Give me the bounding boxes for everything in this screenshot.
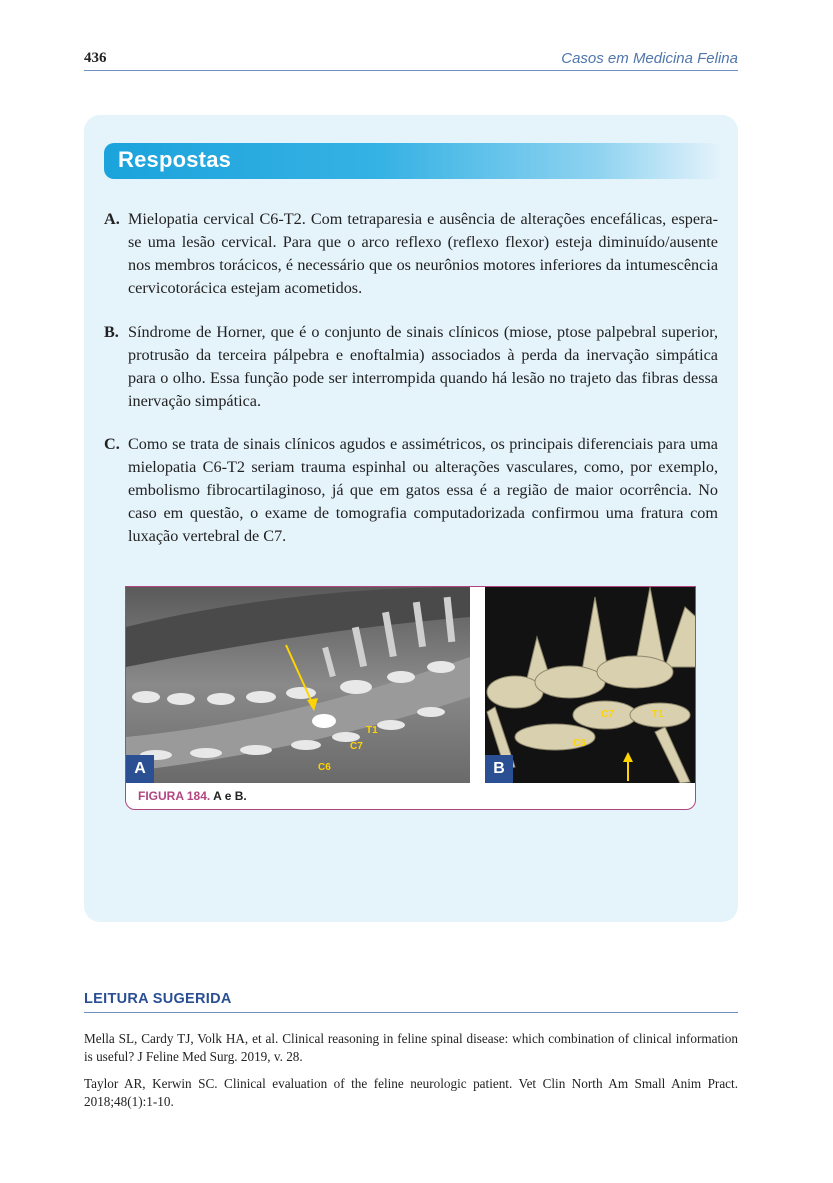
answer-text: Síndrome de Horner, que é o conjunto de sinais clínicos (miose, ptose palpebral superior, protrusão da terceira pálpebra e enoftalmia) associados à perda da inervação simpática para o olho. Essa função pode ser interrompida quando há lesão no trajeto das fibras dessa inervação simpática. bbox=[128, 323, 718, 410]
vertebra-label: C7 bbox=[350, 741, 363, 752]
panel-letter-b: B bbox=[485, 755, 513, 783]
answer-letter: A. bbox=[104, 210, 120, 228]
ct-sagittal-graphic bbox=[126, 587, 470, 783]
answer-letter: C. bbox=[104, 435, 120, 453]
figure-caption bbox=[138, 789, 247, 803]
running-title: Casos em Medicina Felina bbox=[561, 50, 738, 67]
answer-c bbox=[104, 433, 718, 548]
answer-text: Mielopatia cervical C6-T2. Com tetraparesia e ausência de alterações encefálicas, espera-se uma lesão cervical. Para que o arco reflexo (reflexo flexor) esteja diminuído/ausente nos membros torácicos, é necessário que os neurônios motores inferiores da intumescência cervicotorácica estejam acometidos. bbox=[128, 210, 718, 297]
suggested-reading-header bbox=[84, 990, 738, 1013]
reference-item: Taylor AR, Kerwin SC. Clinical evaluation of the feline neurologic patient. Vet Clin North Am Small Anim Pract. 2018;48(1):1-10. bbox=[84, 1076, 738, 1109]
reference-item: Mella SL, Cardy TJ, Volk HA, et al. Clinical reasoning in feline spinal disease: which combination of clinical information is useful? J Feline Med Surg. 2019, v. 28. bbox=[84, 1031, 738, 1064]
answers-heading: Respostas bbox=[118, 147, 232, 172]
suggested-reading-title: LEITURA SUGERIDA bbox=[84, 991, 232, 1007]
page-header bbox=[84, 50, 738, 71]
answers-heading-bar bbox=[104, 143, 722, 179]
ct-image-a bbox=[126, 587, 470, 783]
ct-image-b bbox=[485, 587, 696, 783]
vertebra-label: T1 bbox=[366, 725, 378, 736]
vertebra-label: C6 bbox=[318, 762, 331, 773]
vertebra-label: C7 bbox=[601, 709, 614, 720]
answer-text: Como se trata de sinais clínicos agudos e assimétricos, os principais diferenciais para uma mielopatia C6-T2 seriam trauma espinhal ou alterações vasculares, como, por exemplo, embolismo fibrocartilaginoso, já que em gatos essa é a região de maior ocorrência. No caso em questão, o exame de tomografia computadorizada confirmou uma fratura com luxação vertebral de C7. bbox=[128, 435, 718, 545]
page-number: 436 bbox=[84, 50, 107, 66]
answer-a bbox=[104, 208, 718, 300]
figure-184 bbox=[125, 586, 696, 810]
figure-caption-label: FIGURA 184. bbox=[138, 789, 211, 803]
vertebra-label: C6 bbox=[573, 738, 586, 749]
ct-3d-graphic bbox=[485, 587, 696, 783]
figure-caption-text: A e B. bbox=[213, 789, 247, 803]
panel-letter-a: A bbox=[126, 755, 154, 783]
answer-b bbox=[104, 321, 718, 413]
answer-letter: B. bbox=[104, 323, 119, 341]
answers-box bbox=[84, 115, 738, 922]
vertebra-label: T1 bbox=[652, 709, 664, 720]
